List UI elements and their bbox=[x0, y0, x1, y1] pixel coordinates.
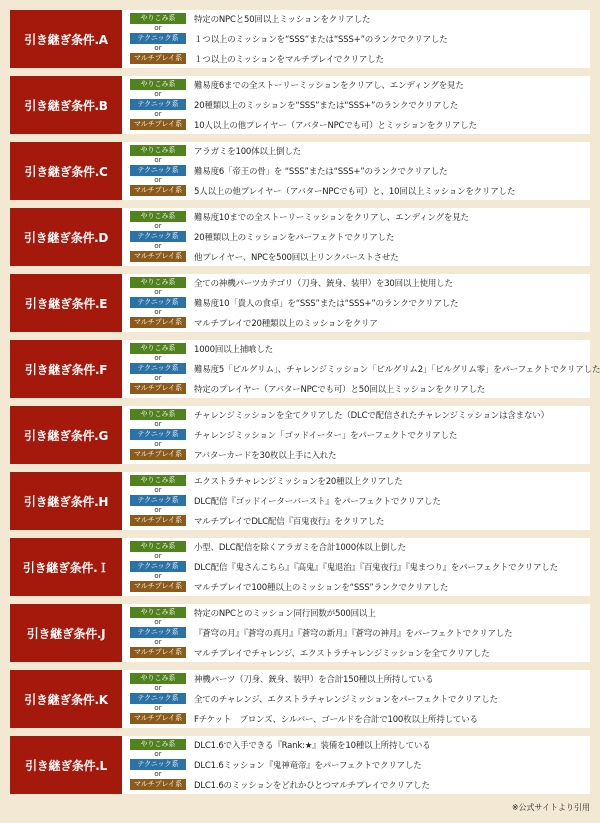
requirement-list bbox=[122, 76, 590, 134]
category-badge: テクニック系 bbox=[130, 33, 186, 44]
requirement-list bbox=[122, 406, 590, 464]
category-badge: やりこみ系 bbox=[130, 409, 186, 420]
requirement-item bbox=[130, 251, 590, 262]
requirement-text: 20種類以上のミッションを“SSS”または“SSS+”のランクでクリアした bbox=[194, 100, 459, 111]
requirement-item bbox=[130, 53, 590, 64]
requirement-text: 特定のNPCと50回以上ミッションをクリアした bbox=[194, 14, 371, 25]
or-separator: or bbox=[154, 90, 162, 98]
requirement-list bbox=[122, 10, 590, 68]
requirement-text: 5人以上の他プレイヤー（アバターNPCでも可）と、10回以上ミッションをクリアした bbox=[194, 186, 516, 197]
or-separator: or bbox=[154, 110, 162, 118]
requirement-item bbox=[130, 475, 590, 486]
category-badge: やりこみ系 bbox=[130, 739, 186, 750]
requirement-list bbox=[122, 736, 590, 794]
requirement-text: 20種類以上のミッションをパーフェクトでクリアした bbox=[194, 232, 395, 243]
category-badge: マルチプレイ系 bbox=[130, 713, 186, 724]
condition-label: 引き継ぎ条件.J bbox=[10, 604, 122, 662]
or-separator: or bbox=[154, 24, 162, 32]
requirement-text: アラガミを100体以上倒した bbox=[194, 146, 301, 157]
requirement-text: 難易度6までの全ストーリーミッションをクリアし、エンディングを見た bbox=[194, 80, 464, 91]
or-separator: or bbox=[154, 486, 162, 494]
condition-row bbox=[10, 10, 590, 68]
requirement-item bbox=[130, 211, 590, 222]
or-separator: or bbox=[154, 638, 162, 646]
category-badge: テクニック系 bbox=[130, 165, 186, 176]
category-badge: テクニック系 bbox=[130, 627, 186, 638]
requirement-item bbox=[130, 627, 590, 638]
requirement-item bbox=[130, 79, 590, 90]
category-badge: やりこみ系 bbox=[130, 673, 186, 684]
requirement-item bbox=[130, 145, 590, 156]
condition-label: 引き継ぎ条件.D bbox=[10, 208, 122, 266]
requirement-item bbox=[130, 515, 590, 526]
requirement-item bbox=[130, 165, 590, 176]
or-separator: or bbox=[154, 572, 162, 580]
requirement-text: マルチプレイで20種類以上のミッションをクリア bbox=[194, 318, 378, 329]
requirement-item bbox=[130, 673, 590, 684]
category-badge: テクニック系 bbox=[130, 231, 186, 242]
category-badge: テクニック系 bbox=[130, 99, 186, 110]
condition-row bbox=[10, 274, 590, 332]
or-separator: or bbox=[154, 354, 162, 362]
requirement-list bbox=[122, 274, 590, 332]
requirement-list bbox=[122, 142, 590, 200]
or-separator: or bbox=[154, 440, 162, 448]
requirement-item bbox=[130, 297, 590, 308]
requirement-item bbox=[130, 607, 590, 618]
requirement-item bbox=[130, 429, 590, 440]
category-badge: やりこみ系 bbox=[130, 343, 186, 354]
category-badge: テクニック系 bbox=[130, 495, 186, 506]
category-badge: マルチプレイ系 bbox=[130, 581, 186, 592]
or-separator: or bbox=[154, 44, 162, 52]
condition-label: 引き継ぎ条件.C bbox=[10, 142, 122, 200]
requirement-item bbox=[130, 409, 590, 420]
category-badge: マルチプレイ系 bbox=[130, 53, 186, 64]
or-separator: or bbox=[154, 684, 162, 692]
requirement-text: 全ての神機パーツカテゴリ（刀身、銃身、装甲）を30回以上使用した bbox=[194, 278, 453, 289]
requirement-text: １つ以上のミッションをマルチプレイでクリアした bbox=[194, 54, 384, 65]
requirement-text: チャレンジミッション「ゴッドイーター」をパーフェクトでクリアした bbox=[194, 430, 458, 441]
requirement-text: マルチプレイでチャレンジ、エクストラチャレンジミッションを全てクリアした bbox=[194, 648, 490, 659]
category-badge: テクニック系 bbox=[130, 297, 186, 308]
requirement-item bbox=[130, 119, 590, 130]
category-badge: やりこみ系 bbox=[130, 211, 186, 222]
or-separator: or bbox=[154, 770, 162, 778]
requirement-item bbox=[130, 739, 590, 750]
requirement-text: DLC1.6で入手できる『Rank:★』装備を10種以上所持している bbox=[194, 740, 431, 751]
category-badge: テクニック系 bbox=[130, 693, 186, 704]
requirement-item bbox=[130, 363, 600, 374]
requirement-text: 10人以上の他プレイヤー（アバターNPCでも可）とミッションをクリアした bbox=[194, 120, 477, 131]
category-badge: やりこみ系 bbox=[130, 145, 186, 156]
requirement-text: エクストラチャレンジミッションを20種以上クリアした bbox=[194, 476, 403, 487]
requirement-text: DLC配信『ゴッドイーターバースト』をパーフェクトでクリアした bbox=[194, 496, 441, 507]
requirement-list bbox=[122, 340, 600, 398]
category-badge: マルチプレイ系 bbox=[130, 317, 186, 328]
condition-row bbox=[10, 406, 590, 464]
requirement-text: 特定のNPCとのミッション同行回数が500回以上 bbox=[194, 608, 376, 619]
condition-label: 引き継ぎ条件.B bbox=[10, 76, 122, 134]
requirement-item bbox=[130, 647, 590, 658]
source-footnote: ※公式サイトより引用 bbox=[511, 803, 590, 812]
requirement-text: 全てのチャレンジ、エクストラチャレンジミッションをパーフェクトでクリアした bbox=[194, 694, 498, 705]
condition-row bbox=[10, 142, 590, 200]
requirement-item bbox=[130, 33, 590, 44]
requirement-text: 特定のプレイヤー（アバターNPCでも可）と50回以上ミッションをクリアした bbox=[194, 384, 486, 395]
condition-row bbox=[10, 604, 590, 662]
or-separator: or bbox=[154, 420, 162, 428]
requirement-item bbox=[130, 185, 590, 196]
requirement-item bbox=[130, 759, 590, 770]
requirement-text: 難易度5「ピルグリム」、チャレンジミッション「ピルグリム2」「ピルグリム零」をパーフェクトでクリアした bbox=[194, 364, 600, 375]
requirement-item bbox=[130, 713, 590, 724]
category-badge: マルチプレイ系 bbox=[130, 119, 186, 130]
condition-row bbox=[10, 208, 590, 266]
requirement-item bbox=[130, 541, 590, 552]
category-badge: テクニック系 bbox=[130, 363, 186, 374]
category-badge: マルチプレイ系 bbox=[130, 185, 186, 196]
condition-label: 引き継ぎ条件.G bbox=[10, 406, 122, 464]
condition-label: 引き継ぎ条件.H bbox=[10, 472, 122, 530]
category-badge: マルチプレイ系 bbox=[130, 779, 186, 790]
category-badge: テクニック系 bbox=[130, 561, 186, 572]
category-badge: テクニック系 bbox=[130, 429, 186, 440]
condition-label: 引き継ぎ条件.Ｉ bbox=[10, 538, 122, 596]
requirement-text: １つ以上のミッションを“SSS”または“SSS+”のランクでクリアした bbox=[194, 34, 448, 45]
condition-row bbox=[10, 340, 600, 398]
condition-row bbox=[10, 670, 590, 728]
requirement-list bbox=[122, 604, 590, 662]
requirement-item bbox=[130, 561, 590, 572]
or-separator: or bbox=[154, 618, 162, 626]
requirement-text: DLC1.6ミッション『鬼神竜帝』をパーフェクトでクリアした bbox=[194, 760, 422, 771]
category-badge: やりこみ系 bbox=[130, 277, 186, 288]
requirement-item bbox=[130, 343, 600, 354]
category-badge: テクニック系 bbox=[130, 759, 186, 770]
category-badge: やりこみ系 bbox=[130, 475, 186, 486]
category-badge: やりこみ系 bbox=[130, 79, 186, 90]
requirement-text: 難易度10「貴人の食卓」を“SSS”または“SSS+”のランクでクリアした bbox=[194, 298, 459, 309]
category-badge: やりこみ系 bbox=[130, 541, 186, 552]
or-separator: or bbox=[154, 750, 162, 758]
requirement-item bbox=[130, 231, 590, 242]
requirement-text: 小型、DLC配信を除くアラガミを合計1000体以上倒した bbox=[194, 542, 406, 553]
requirement-item bbox=[130, 449, 590, 460]
requirement-text: 1000回以上捕喰した bbox=[194, 344, 273, 355]
requirement-item bbox=[130, 383, 600, 394]
category-badge: マルチプレイ系 bbox=[130, 383, 186, 394]
requirement-item bbox=[130, 99, 590, 110]
or-separator: or bbox=[154, 704, 162, 712]
category-badge: マルチプレイ系 bbox=[130, 251, 186, 262]
requirement-item bbox=[130, 495, 590, 506]
condition-label: 引き継ぎ条件.L bbox=[10, 736, 122, 794]
condition-list bbox=[10, 10, 600, 802]
requirement-item bbox=[130, 581, 590, 592]
requirement-item bbox=[130, 277, 590, 288]
condition-label: 引き継ぎ条件.A bbox=[10, 10, 122, 68]
category-badge: マルチプレイ系 bbox=[130, 647, 186, 658]
requirement-text: マルチプレイで100種以上のミッションを“SSS”ランクでクリアした bbox=[194, 582, 449, 593]
requirement-list bbox=[122, 472, 590, 530]
condition-row bbox=[10, 472, 590, 530]
category-badge: やりこみ系 bbox=[130, 13, 186, 24]
requirement-text: Fチケット ブロンズ、シルバー、ゴールドを合計で100枚以上所持している bbox=[194, 714, 478, 725]
requirement-text: チャレンジミッションを全てクリアした（DLCで配信されたチャレンジミッションは含まない） bbox=[194, 410, 549, 421]
requirement-text: 他プレイヤー、NPCを500回以上リンクバーストさせた bbox=[194, 252, 399, 263]
requirement-list bbox=[122, 208, 590, 266]
condition-row bbox=[10, 538, 590, 596]
requirement-text: マルチプレイでDLC配信『百鬼夜行』をクリアした bbox=[194, 516, 385, 527]
or-separator: or bbox=[154, 242, 162, 250]
requirement-text: DLC1.6のミッションをどれかひとつマルチプレイでクリアした bbox=[194, 780, 430, 791]
category-badge: やりこみ系 bbox=[130, 607, 186, 618]
condition-row bbox=[10, 76, 590, 134]
or-separator: or bbox=[154, 222, 162, 230]
requirement-item bbox=[130, 693, 590, 704]
requirement-item bbox=[130, 779, 590, 790]
or-separator: or bbox=[154, 156, 162, 164]
or-separator: or bbox=[154, 552, 162, 560]
requirement-list bbox=[122, 670, 590, 728]
requirement-item bbox=[130, 13, 590, 24]
requirement-text: アバターカードを30枚以上手に入れた bbox=[194, 450, 337, 461]
category-badge: マルチプレイ系 bbox=[130, 449, 186, 460]
requirement-text: 『蒼穹の月』『蒼穹の真月』『蒼穹の新月』『蒼穹の神月』をパーフェクトでクリアした bbox=[194, 628, 513, 639]
requirement-text: 神機パーツ（刀身、銃身、装甲）を合計150種以上所持している bbox=[194, 674, 434, 685]
or-separator: or bbox=[154, 374, 162, 382]
or-separator: or bbox=[154, 288, 162, 296]
or-separator: or bbox=[154, 506, 162, 514]
condition-row bbox=[10, 736, 590, 794]
requirement-item bbox=[130, 317, 590, 328]
requirement-text: DLC配信『鬼さんこちら』『高鬼』『鬼退治』『百鬼夜行』『鬼まつり』をパーフェクトでクリアした bbox=[194, 562, 558, 573]
condition-label: 引き継ぎ条件.E bbox=[10, 274, 122, 332]
category-badge: マルチプレイ系 bbox=[130, 515, 186, 526]
requirement-text: 難易度6「帝王の骨」を “SSS”または“SSS+”のランクでクリアした bbox=[194, 166, 448, 177]
condition-label: 引き継ぎ条件.K bbox=[10, 670, 122, 728]
or-separator: or bbox=[154, 308, 162, 316]
condition-label: 引き継ぎ条件.F bbox=[10, 340, 122, 398]
requirement-text: 難易度10までの全ストーリーミッションをクリアし、エンディングを見た bbox=[194, 212, 469, 223]
requirement-list bbox=[122, 538, 590, 596]
or-separator: or bbox=[154, 176, 162, 184]
